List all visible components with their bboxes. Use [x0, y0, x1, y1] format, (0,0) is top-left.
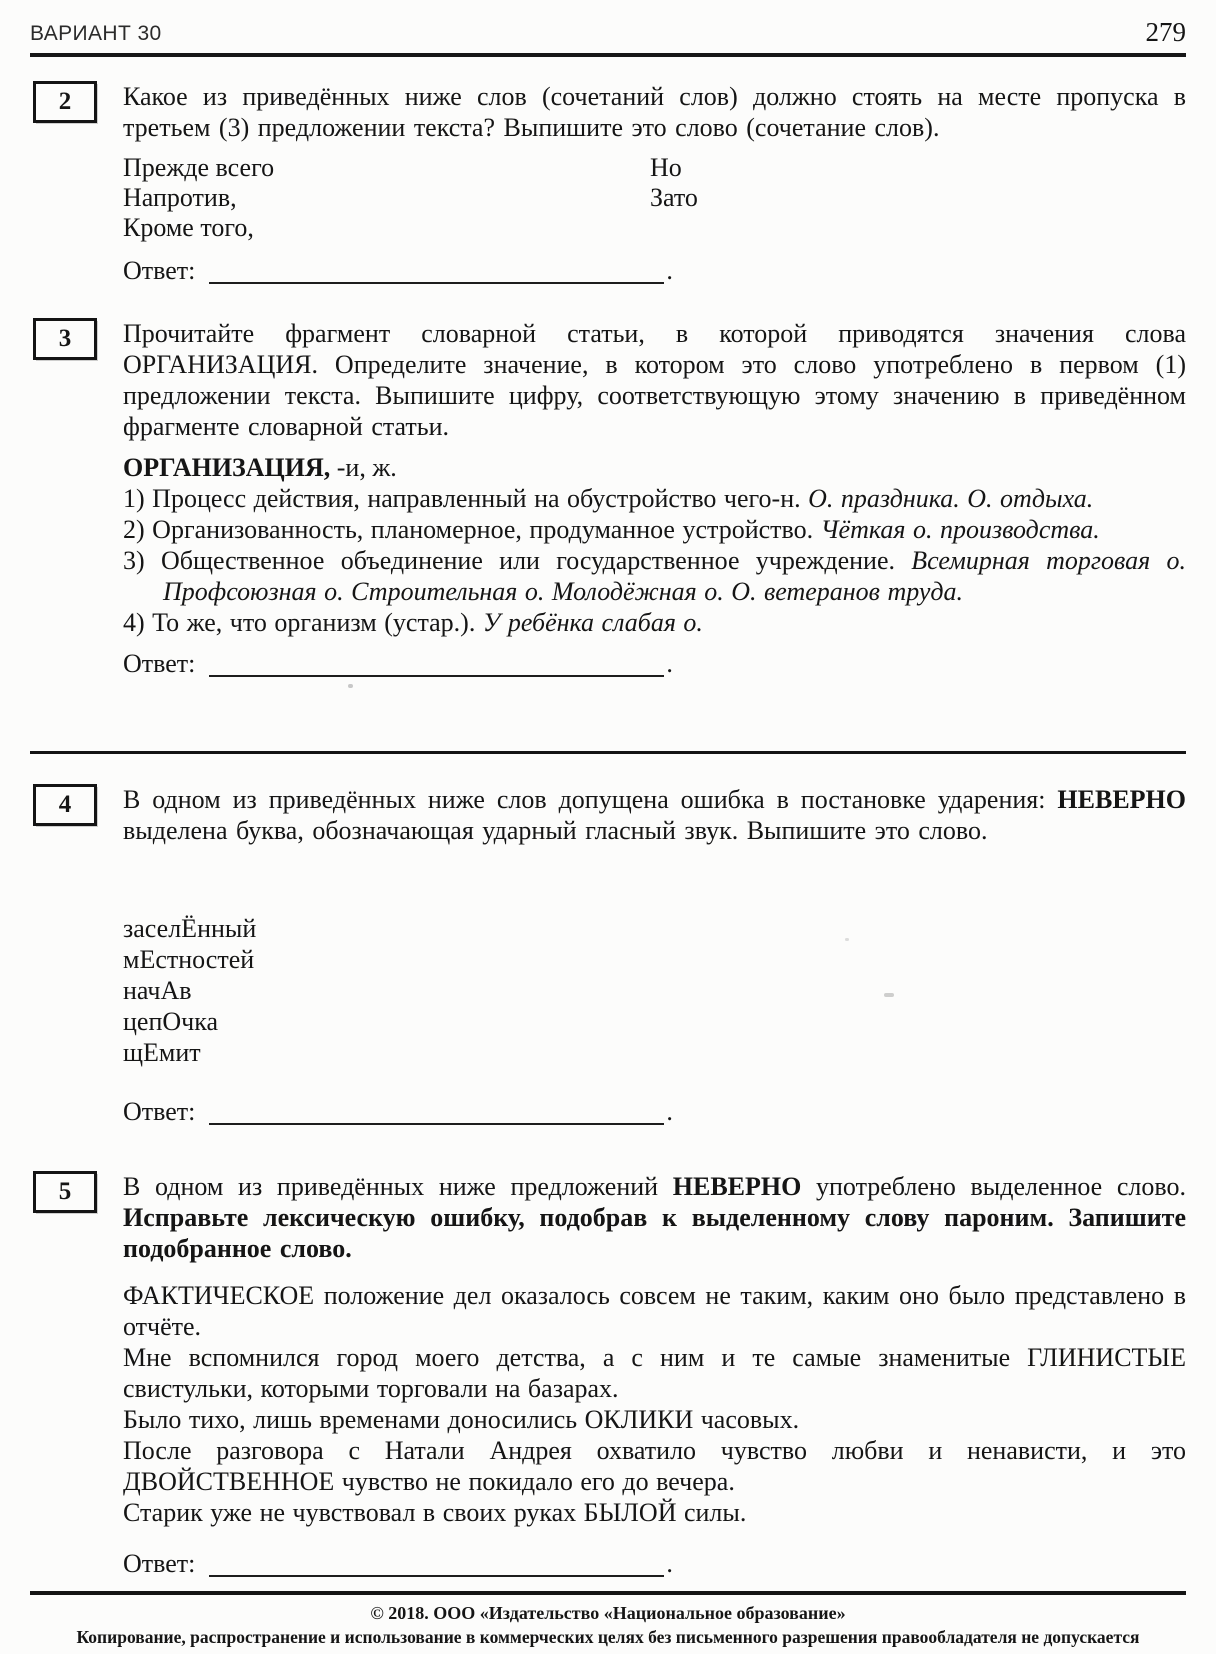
option: Зато — [650, 183, 698, 212]
dictionary-entry — [123, 452, 1186, 638]
prompt-text: В одном из приведённых ниже слов допущена ошибка в постановке ударения: — [123, 785, 1046, 814]
question-2-number-box — [33, 81, 97, 123]
prompt-bold-text: Исправьте лексическую ошибку, подобрав к выделенному слову пароним. Запишите подобранное слово. — [123, 1203, 1186, 1263]
word-item: мЕстностей — [123, 945, 255, 974]
dictionary-grammar: -и, ж. — [336, 453, 397, 482]
question-3-number: 3 — [58, 325, 72, 352]
question-5-number: 5 — [58, 1178, 72, 1205]
options-column-left — [123, 153, 650, 243]
sense-example: У ребёнка слабая о. — [482, 608, 703, 637]
dictionary-headword-line — [123, 452, 1186, 483]
question-3-number-box — [33, 318, 97, 360]
sentence-item: После разговора с Натали Андрея охватило чувство любви и ненависти, и это ДВОЙСТВЕННОЕ чувство не покидало его до вечера. — [123, 1436, 1186, 1496]
question-4 — [30, 784, 1186, 1127]
scan-artifact — [884, 993, 894, 997]
sentence-item: Мне вспомнился город моего детства, а с ним и те самые знаменитые ГЛИНИСТЫЕ свистульки, которыми торговали на базарах. — [123, 1343, 1186, 1403]
word-item: цепОчка — [123, 1007, 218, 1036]
option: Прежде всего — [123, 153, 275, 182]
prompt-bold-text: НЕВЕРНО — [672, 1172, 802, 1201]
question-3 — [30, 318, 1186, 679]
sense-text: То же, что организм (устар.). — [152, 608, 476, 637]
sense-item — [123, 545, 1186, 607]
word-item: щЕмит — [123, 1038, 201, 1067]
page-header — [30, 18, 1186, 46]
prompt-text: В одном из приведённых ниже предложений — [123, 1172, 659, 1201]
sentence-item: Было тихо, лишь временами доносились ОКЛИКИ часовых. — [123, 1405, 800, 1434]
sense-item — [123, 514, 1186, 545]
answer-blank[interactable] — [209, 280, 664, 284]
sense-example: Всемирная торговая о. Профсоюзная о. Строительная о. Молодёжная о. О. ветеранов труда. — [163, 546, 1187, 606]
prompt-bold-text: НЕВЕРНО — [1057, 785, 1186, 814]
scan-artifact — [348, 684, 353, 688]
option: Но — [650, 153, 682, 182]
answer-label: Ответ: — [123, 1549, 196, 1578]
scan-artifact — [845, 938, 849, 941]
sense-text: Организованность, планомерное, продуманное устройство. — [152, 515, 814, 544]
answer-blank[interactable] — [209, 1121, 664, 1125]
question-2 — [30, 81, 1186, 286]
question-5-prompt — [123, 1171, 1186, 1264]
sense-text: Общественное объединение или государственное учреждение. — [160, 546, 895, 575]
header-rule — [30, 53, 1186, 57]
question-5-answer-line — [123, 1548, 1186, 1579]
question-3-answer-line — [123, 648, 1186, 679]
option: Кроме того, — [123, 213, 254, 242]
answer-period: . — [666, 1549, 673, 1578]
section-divider — [30, 751, 1186, 754]
sense-number: 2) — [123, 515, 145, 544]
question-4-answer-line — [123, 1096, 1186, 1127]
question-2-prompt: Какое из приведённых ниже слов (сочетаний слов) должно стоять на месте пропуска в третьем (3) предложении текста? Выпишите это слово (сочетание слов). — [123, 82, 1186, 142]
answer-blank[interactable] — [209, 1573, 664, 1577]
sense-item — [123, 483, 1186, 514]
answer-period: . — [666, 1097, 673, 1126]
sense-text: Процесс действия, направленный на обустройство чего-н. — [152, 484, 801, 513]
footer-rule — [30, 1591, 1186, 1595]
question-2-options — [123, 153, 1186, 243]
options-column-right — [650, 153, 698, 243]
answer-label: Ответ: — [123, 649, 196, 678]
prompt-text: употреблено выделенное слово. — [816, 1172, 1187, 1201]
word-item: заселЁнный — [123, 914, 257, 943]
question-2-answer-line — [123, 255, 1186, 286]
word-item: начАв — [123, 976, 192, 1005]
sense-number: 3) — [123, 546, 145, 575]
question-4-number-box — [33, 784, 97, 826]
word-list — [123, 913, 1186, 1068]
sense-example: О. праздника. О. отдыха. — [808, 484, 1094, 513]
question-5 — [30, 1171, 1186, 1579]
question-2-number: 2 — [58, 88, 72, 115]
sentence-list — [123, 1280, 1186, 1528]
option: Напротив, — [123, 183, 237, 212]
answer-blank[interactable] — [209, 673, 664, 677]
sentence-item: Старик уже не чувствовал в своих руках БЫЛОЙ силы. — [123, 1498, 747, 1527]
answer-label: Ответ: — [123, 1097, 196, 1126]
sense-example: Чёткая о. производства. — [820, 515, 1100, 544]
answer-period: . — [666, 256, 673, 285]
question-4-number: 4 — [58, 791, 72, 818]
disclaimer-line: Копирование, распространение и использование в коммерческих целях без письменного разрешения правообладателя не допускается — [76, 1627, 1140, 1647]
answer-period: . — [666, 649, 673, 678]
sense-number: 4) — [123, 608, 145, 637]
variant-label: ВАРИАНТ 30 — [30, 22, 162, 45]
question-4-prompt — [123, 784, 1186, 877]
prompt-text: выделена буква, обозначающая ударный гласный звук. Выпишите это слово. — [123, 816, 988, 845]
question-5-number-box — [33, 1171, 97, 1213]
sense-item — [123, 607, 1186, 638]
dictionary-headword: ОРГАНИЗАЦИЯ, — [123, 453, 331, 482]
page-number: 279 — [1145, 17, 1186, 47]
question-3-prompt: Прочитайте фрагмент словарной статьи, в которой приводятся значения слова ОРГАНИЗАЦИЯ. Определите значение, в котором это слово употреблено в первом (1) предложении текста. Выпишите цифру, соответствующую этому значению в приведённом фрагменте словарной статьи. — [123, 319, 1186, 441]
sense-number: 1) — [123, 484, 145, 513]
answer-label: Ответ: — [123, 256, 196, 285]
copyright-line: © 2018. ООО «Издательство «Национальное образование» — [370, 1603, 846, 1623]
sentence-item: ФАКТИЧЕСКОЕ положение дел оказалось совсем не таким, каким оно было представлено в отчёте. — [123, 1281, 1186, 1341]
